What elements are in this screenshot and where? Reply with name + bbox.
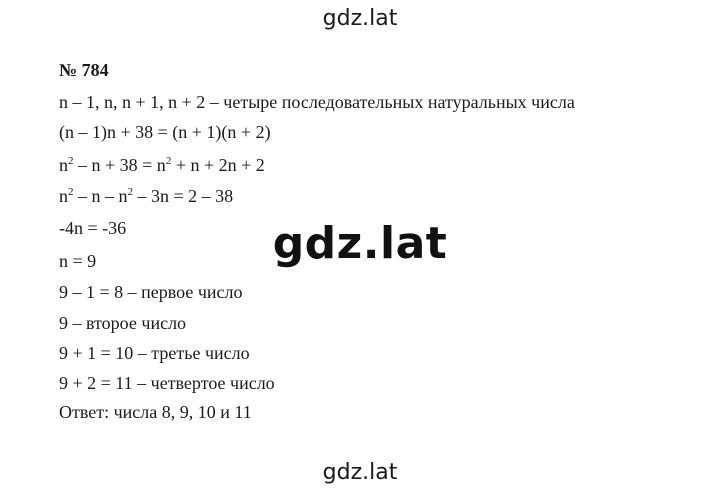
- equation-term: n: [59, 155, 68, 175]
- solution-line-2: (n – 1)n + 38 = (n + 1)(n + 2): [59, 122, 271, 142]
- answer-line: Ответ: числа 8, 9, 10 и 11: [59, 402, 252, 422]
- exponent: 2: [127, 186, 133, 198]
- exponent: 2: [68, 186, 74, 198]
- solution-line-6: n = 9: [59, 251, 97, 271]
- problem-number: № 784: [59, 60, 109, 80]
- equation-term: – n + 38 = n: [73, 155, 166, 175]
- solution-line-7: 9 – 1 = 8 – первое число: [59, 282, 243, 302]
- solution-line-1: n – 1, n, n + 1, n + 2 – четыре последовательных натуральных числа: [59, 92, 575, 112]
- solution-line-4: [59, 187, 233, 205]
- equation-term: – 3n = 2 – 38: [133, 186, 234, 206]
- site-header-link[interactable]: gdz.lat: [322, 6, 398, 31]
- site-footer-link[interactable]: gdz.lat: [322, 460, 398, 485]
- equation-term: – n – n: [73, 186, 128, 206]
- solution-line-8: 9 – второе число: [59, 313, 187, 333]
- equation-term: + n + 2n + 2: [171, 155, 265, 175]
- solution-line-3: [59, 156, 265, 174]
- exponent: 2: [68, 155, 74, 167]
- solution-line-10: 9 + 2 = 11 – четвертое число: [59, 373, 275, 393]
- equation-term: n: [59, 186, 68, 206]
- solution-line-5: -4n = -36: [59, 218, 127, 238]
- exponent: 2: [165, 155, 172, 167]
- watermark: gdz.lat: [272, 218, 448, 269]
- solution-line-9: 9 + 1 = 10 – третье число: [59, 343, 250, 363]
